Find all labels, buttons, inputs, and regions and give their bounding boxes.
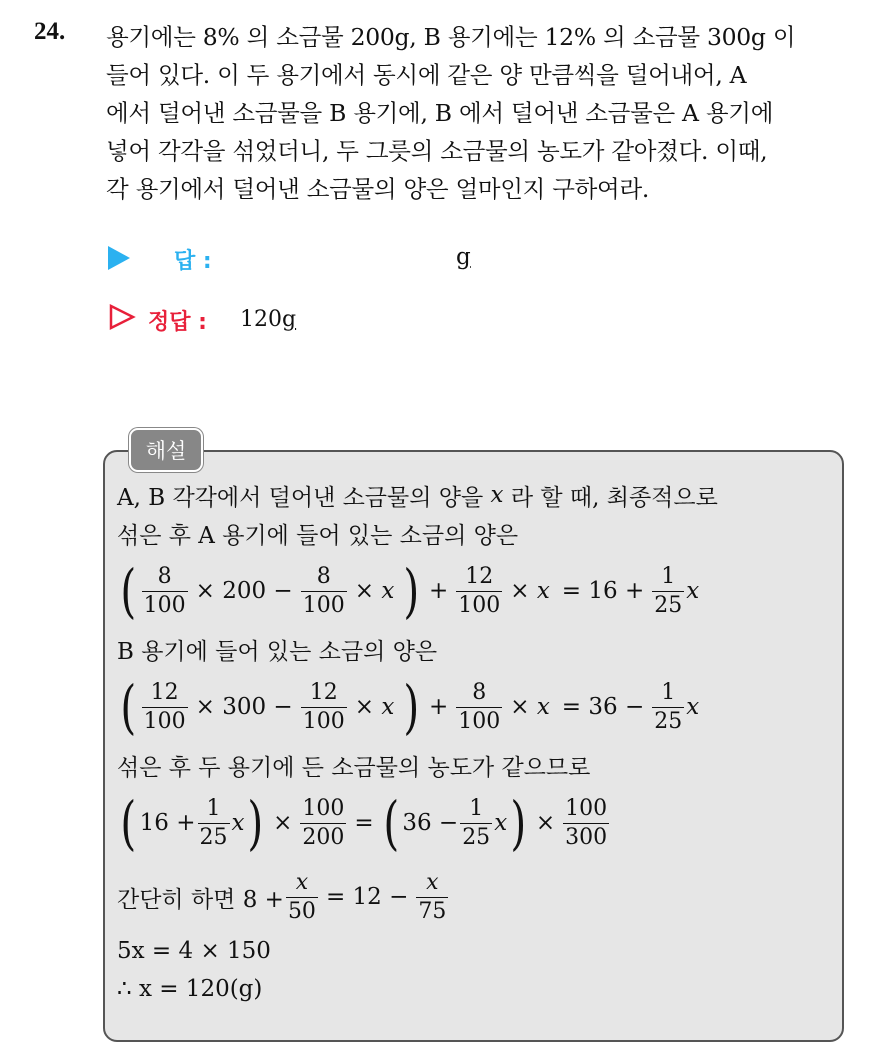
- solution-line: 섞은 후 두 용기에 든 소금물의 농도가 같으므로: [117, 754, 591, 781]
- answer-unit: g: [456, 244, 471, 270]
- solution-body: [117, 476, 832, 1008]
- problem-line: 들어 있다. 이 두 용기에서 동시에 같은 양 만큼씩을 덜어내어, A: [106, 61, 747, 89]
- solution-line: 섞은 후 A 용기에 들어 있는 소금의 양은: [117, 522, 519, 549]
- solution-line: A, B 각각에서 덜어낸 소금물의 양을 x 라 할 때, 최종적으로: [117, 482, 718, 511]
- equation-3: ( 16 + $\frac{1}{25}$ x ) × $\frac{100}{200}$ = ( 36 − $\frac{1}{25}$ x ) × $\frac{100}{300}$: [120, 789, 608, 857]
- answer-label: 답 :: [174, 249, 212, 274]
- problem-line: 에서 덜어낸 소금물을 B 용기에, B 에서 덜어낸 소금물은 A 용기에: [106, 99, 774, 127]
- problem-number: 24.: [34, 18, 66, 45]
- problem-line: 각 용기에서 덜어낸 소금물의 양은 얼마인지 구하여라.: [106, 175, 650, 203]
- equation-1: ( $\frac{8}{100}$ × 200 − $\frac{8}{100}$ × x ) + $\frac{12}{100}$ × x = 16 + $\frac{1}{25}$ x: [120, 557, 700, 625]
- solution-line: 5x = 4 × 150: [117, 938, 271, 964]
- solution-tag: 해설: [129, 428, 203, 472]
- problem-text: [106, 18, 866, 208]
- solution-line: B 용기에 들어 있는 소금의 양은: [117, 638, 438, 665]
- play-triangle-icon: [108, 246, 130, 270]
- correct-answer-label: 정답 :: [148, 310, 207, 335]
- equation-2: ( $\frac{12}{100}$ × 300 − $\frac{12}{100}$ × x ) + $\frac{8}{100}$ × x = 36 − $\frac{1}{25}$ x: [120, 673, 700, 741]
- solution-line: ∴ x = 120(g): [117, 976, 263, 1002]
- correct-answer-value: 120g: [240, 307, 297, 332]
- equation-4: 간단히 하면 8 + $\frac{x}{50}$ = 12 − $\frac{x}{75}$: [117, 869, 447, 924]
- problem-line: 넣어 각각을 섞었더니, 두 그릇의 소금물의 농도가 같아졌다. 이때,: [106, 137, 768, 165]
- problem-line: 용기에는 8% 의 소금물 200g, B 용기에는 12% 의 소금물 300g 이: [106, 23, 796, 51]
- play-outline-icon: [108, 303, 136, 331]
